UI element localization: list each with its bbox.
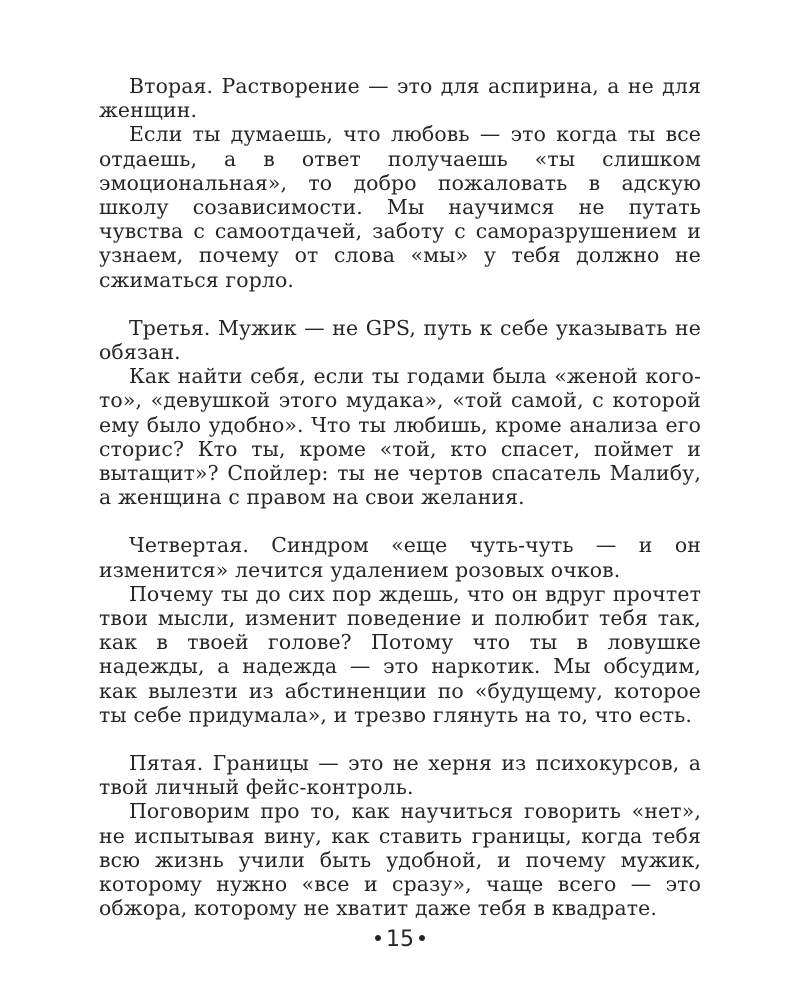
section-body: Поговорим про то, как научиться говорить «нет», не испытывая вину, как ставить границы, когда тебя всю жизнь учили быть удобной, и почему мужик, которому нужно «все и сразу», чаще всего — это обжора, которому не хватит даже тебя в квадрате. — [99, 799, 701, 921]
section-third — [99, 316, 701, 510]
bullet-right-icon — [419, 935, 425, 941]
page-footer — [0, 925, 800, 955]
section-heading: Вторая. Растворение — это для аспирина, а не для женщин. — [99, 74, 701, 123]
section-second — [99, 74, 701, 292]
section-body: Почему ты до сих пор ждешь, что он вдруг прочтет твои мысли, изменит поведение и полюбит тебя так, как в твоей голове? Потому что ты в ловушке надежды, а надежда — это наркотик. Мы обсудим, как вылезти из абстиненции по «будущему, которое ты себе придумала», и трезво глянуть на то, что есть. — [99, 581, 701, 727]
section-body: Как найти себя, если ты годами была «женой кого-то», «девушкой этого мудака», «той самой, с которой ему было удобно». Что ты любишь, кроме анализа его сторис? Кто ты, кроме «той, кто спасет, поймет и вытащит»? Спойлер: ты не чертов спасатель Малибу, а женщина с правом на свои желания. — [99, 364, 701, 510]
page-number: 15 — [386, 927, 414, 952]
section-heading: Третья. Мужик — не GPS, путь к себе указывать не обязан. — [99, 315, 701, 365]
section-heading: Четвертая. Синдром «еще чуть-чуть — и он изменится» лечится удалением розовых очков. — [99, 533, 701, 582]
bullet-left-icon — [375, 935, 381, 941]
section-fifth — [99, 751, 701, 920]
main-text — [99, 74, 701, 945]
section-body: Если ты думаешь, что любовь — это когда ты все отдаешь, а в ответ получаешь «ты слишком эмоциональная», то добро пожаловать в адскую школу созависимости. Мы научимся не путать чувства с самоотдачей, заботу с саморазрушением и узнаем, почему от слова «мы» у тебя должно не сжиматься горло. — [99, 122, 701, 292]
section-fourth — [99, 533, 701, 727]
section-heading: Пятая. Границы — это не херня из психокурсов, а твой личный фейс-контроль. — [99, 751, 701, 800]
